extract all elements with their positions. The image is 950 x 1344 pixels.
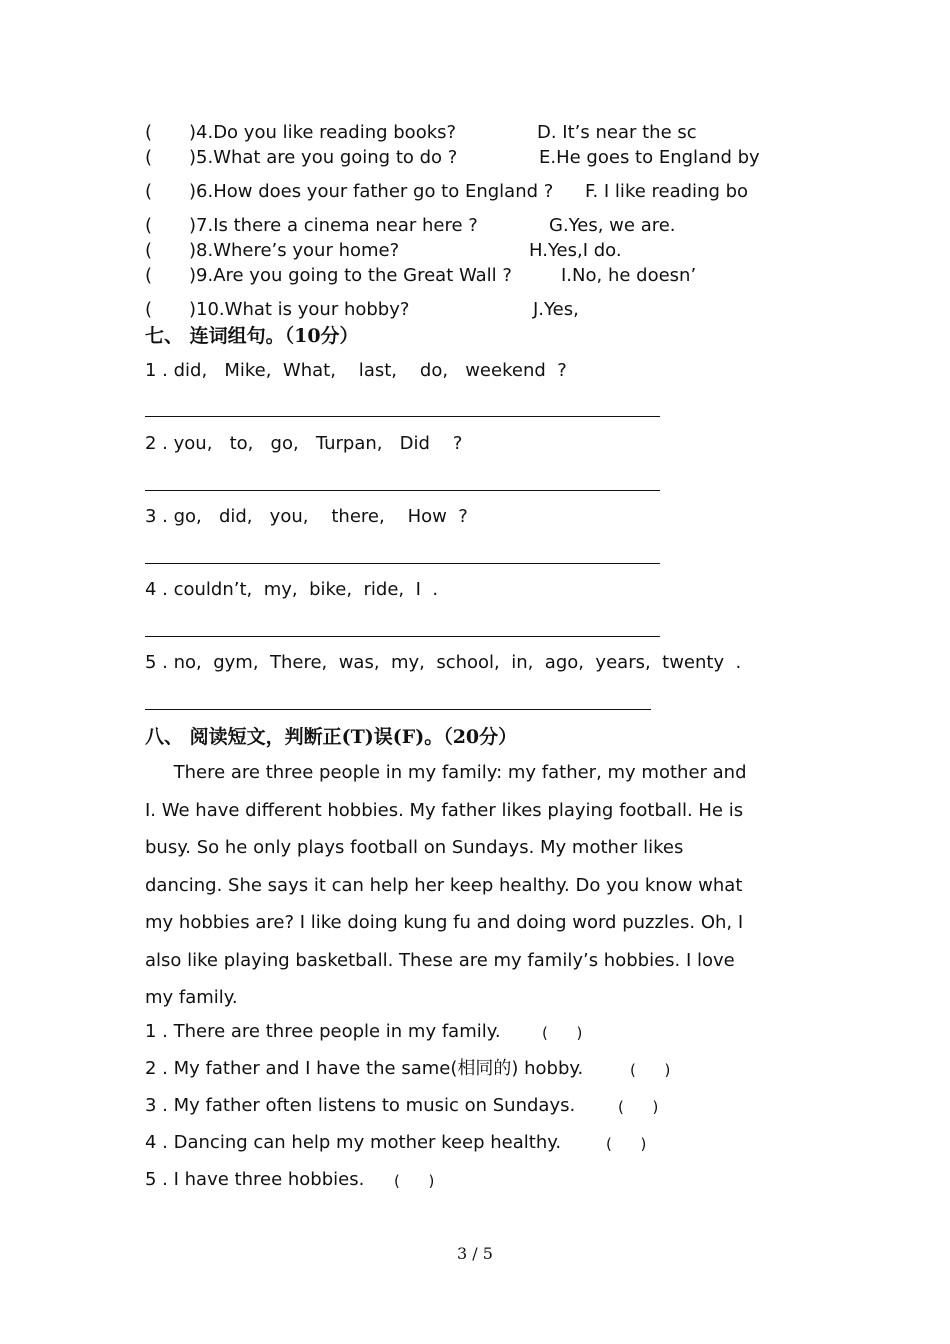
passage-line: also like playing basketball. These are my family’s hobbies. I love	[145, 949, 735, 971]
sentence-item-5: 5 . no, gym, There, was, my, school, in, ago, years, twenty .	[145, 652, 742, 673]
answer-option: G.Yes, we are.	[549, 215, 676, 236]
answer-line[interactable]	[145, 490, 660, 491]
answer-line[interactable]	[145, 636, 660, 637]
answer-paren: (	[145, 122, 153, 143]
answer-line[interactable]	[145, 563, 660, 564]
section-7-title: 七、 连词组句。（10分）	[145, 325, 359, 347]
answer-line[interactable]	[145, 416, 660, 417]
answer-paren: (	[145, 215, 153, 236]
question-text: )10.What is your hobby?	[189, 299, 410, 320]
sentence-item-2: 2 . you, to, go, Turpan, Did ?	[145, 433, 463, 454]
answer-option: E.He goes to England by	[539, 147, 760, 168]
passage-line: There are three people in my family: my father, my mother and	[145, 762, 747, 783]
sentence-item-1: 1 . did, Mike, What, last, do, weekend ?	[145, 360, 567, 381]
question-text: )5.What are you going to do ?	[189, 147, 458, 168]
answer-paren: (	[145, 299, 153, 320]
answer-blank[interactable]: ( )	[394, 1172, 435, 1190]
answer-option: H.Yes,I do.	[529, 240, 622, 261]
passage-line: my hobbies are? I like doing kung fu and doing word puzzles. Oh, I	[145, 912, 744, 933]
page-number: 3 / 5	[457, 1244, 493, 1263]
answer-blank[interactable]: ( )	[606, 1135, 647, 1153]
reading-passage	[145, 754, 800, 1017]
question-text: )9.Are you going to the Great Wall ?	[189, 265, 512, 286]
passage-line: my family.	[145, 987, 238, 1008]
question-text: )7.Is there a cinema near here ?	[189, 215, 478, 236]
answer-paren: (	[145, 147, 153, 168]
question-text: )4.Do you like reading books?	[189, 122, 457, 143]
statement-text: 3 . My father often listens to music on Sundays.	[145, 1095, 576, 1116]
passage-line: I. We have different hobbies. My father likes playing football. He is	[145, 799, 744, 821]
statement-text: 2 . My father and I have the same(相同的) hobby.	[145, 1058, 584, 1079]
answer-option: I.No, he doesn’	[561, 265, 697, 286]
answer-paren: (	[145, 265, 153, 286]
question-text: )6.How does your father go to England ?	[189, 181, 554, 202]
sentence-item-3: 3 . go, did, you, there, How ?	[145, 506, 468, 527]
answer-option: J.Yes,	[533, 299, 579, 320]
answer-option: D. It’s near the sc	[537, 122, 697, 143]
passage-line: dancing. She says it can help her keep healthy. Do you know what	[145, 874, 743, 896]
answer-paren: (	[145, 240, 153, 261]
answer-blank[interactable]: ( )	[618, 1098, 659, 1116]
statement-text: 5 . I have three hobbies.	[145, 1169, 365, 1190]
answer-blank[interactable]: ( )	[630, 1061, 671, 1079]
answer-blank[interactable]: ( )	[542, 1024, 583, 1042]
answer-paren: (	[145, 181, 153, 202]
statement-text: 4 . Dancing can help my mother keep healthy.	[145, 1132, 562, 1153]
statement-text: 1 . There are three people in my family.	[145, 1021, 501, 1042]
section-8-title: 八、 阅读短文，判断正(T)误(F)。（20分）	[145, 726, 518, 748]
answer-line[interactable]	[145, 709, 651, 710]
sentence-item-4: 4 . couldn’t, my, bike, ride, I .	[145, 579, 439, 600]
passage-line: busy. So he only plays football on Sundays. My mother likes	[145, 837, 684, 858]
answer-option: F. I like reading bo	[585, 181, 749, 202]
question-text: )8.Where’s your home?	[189, 240, 400, 261]
